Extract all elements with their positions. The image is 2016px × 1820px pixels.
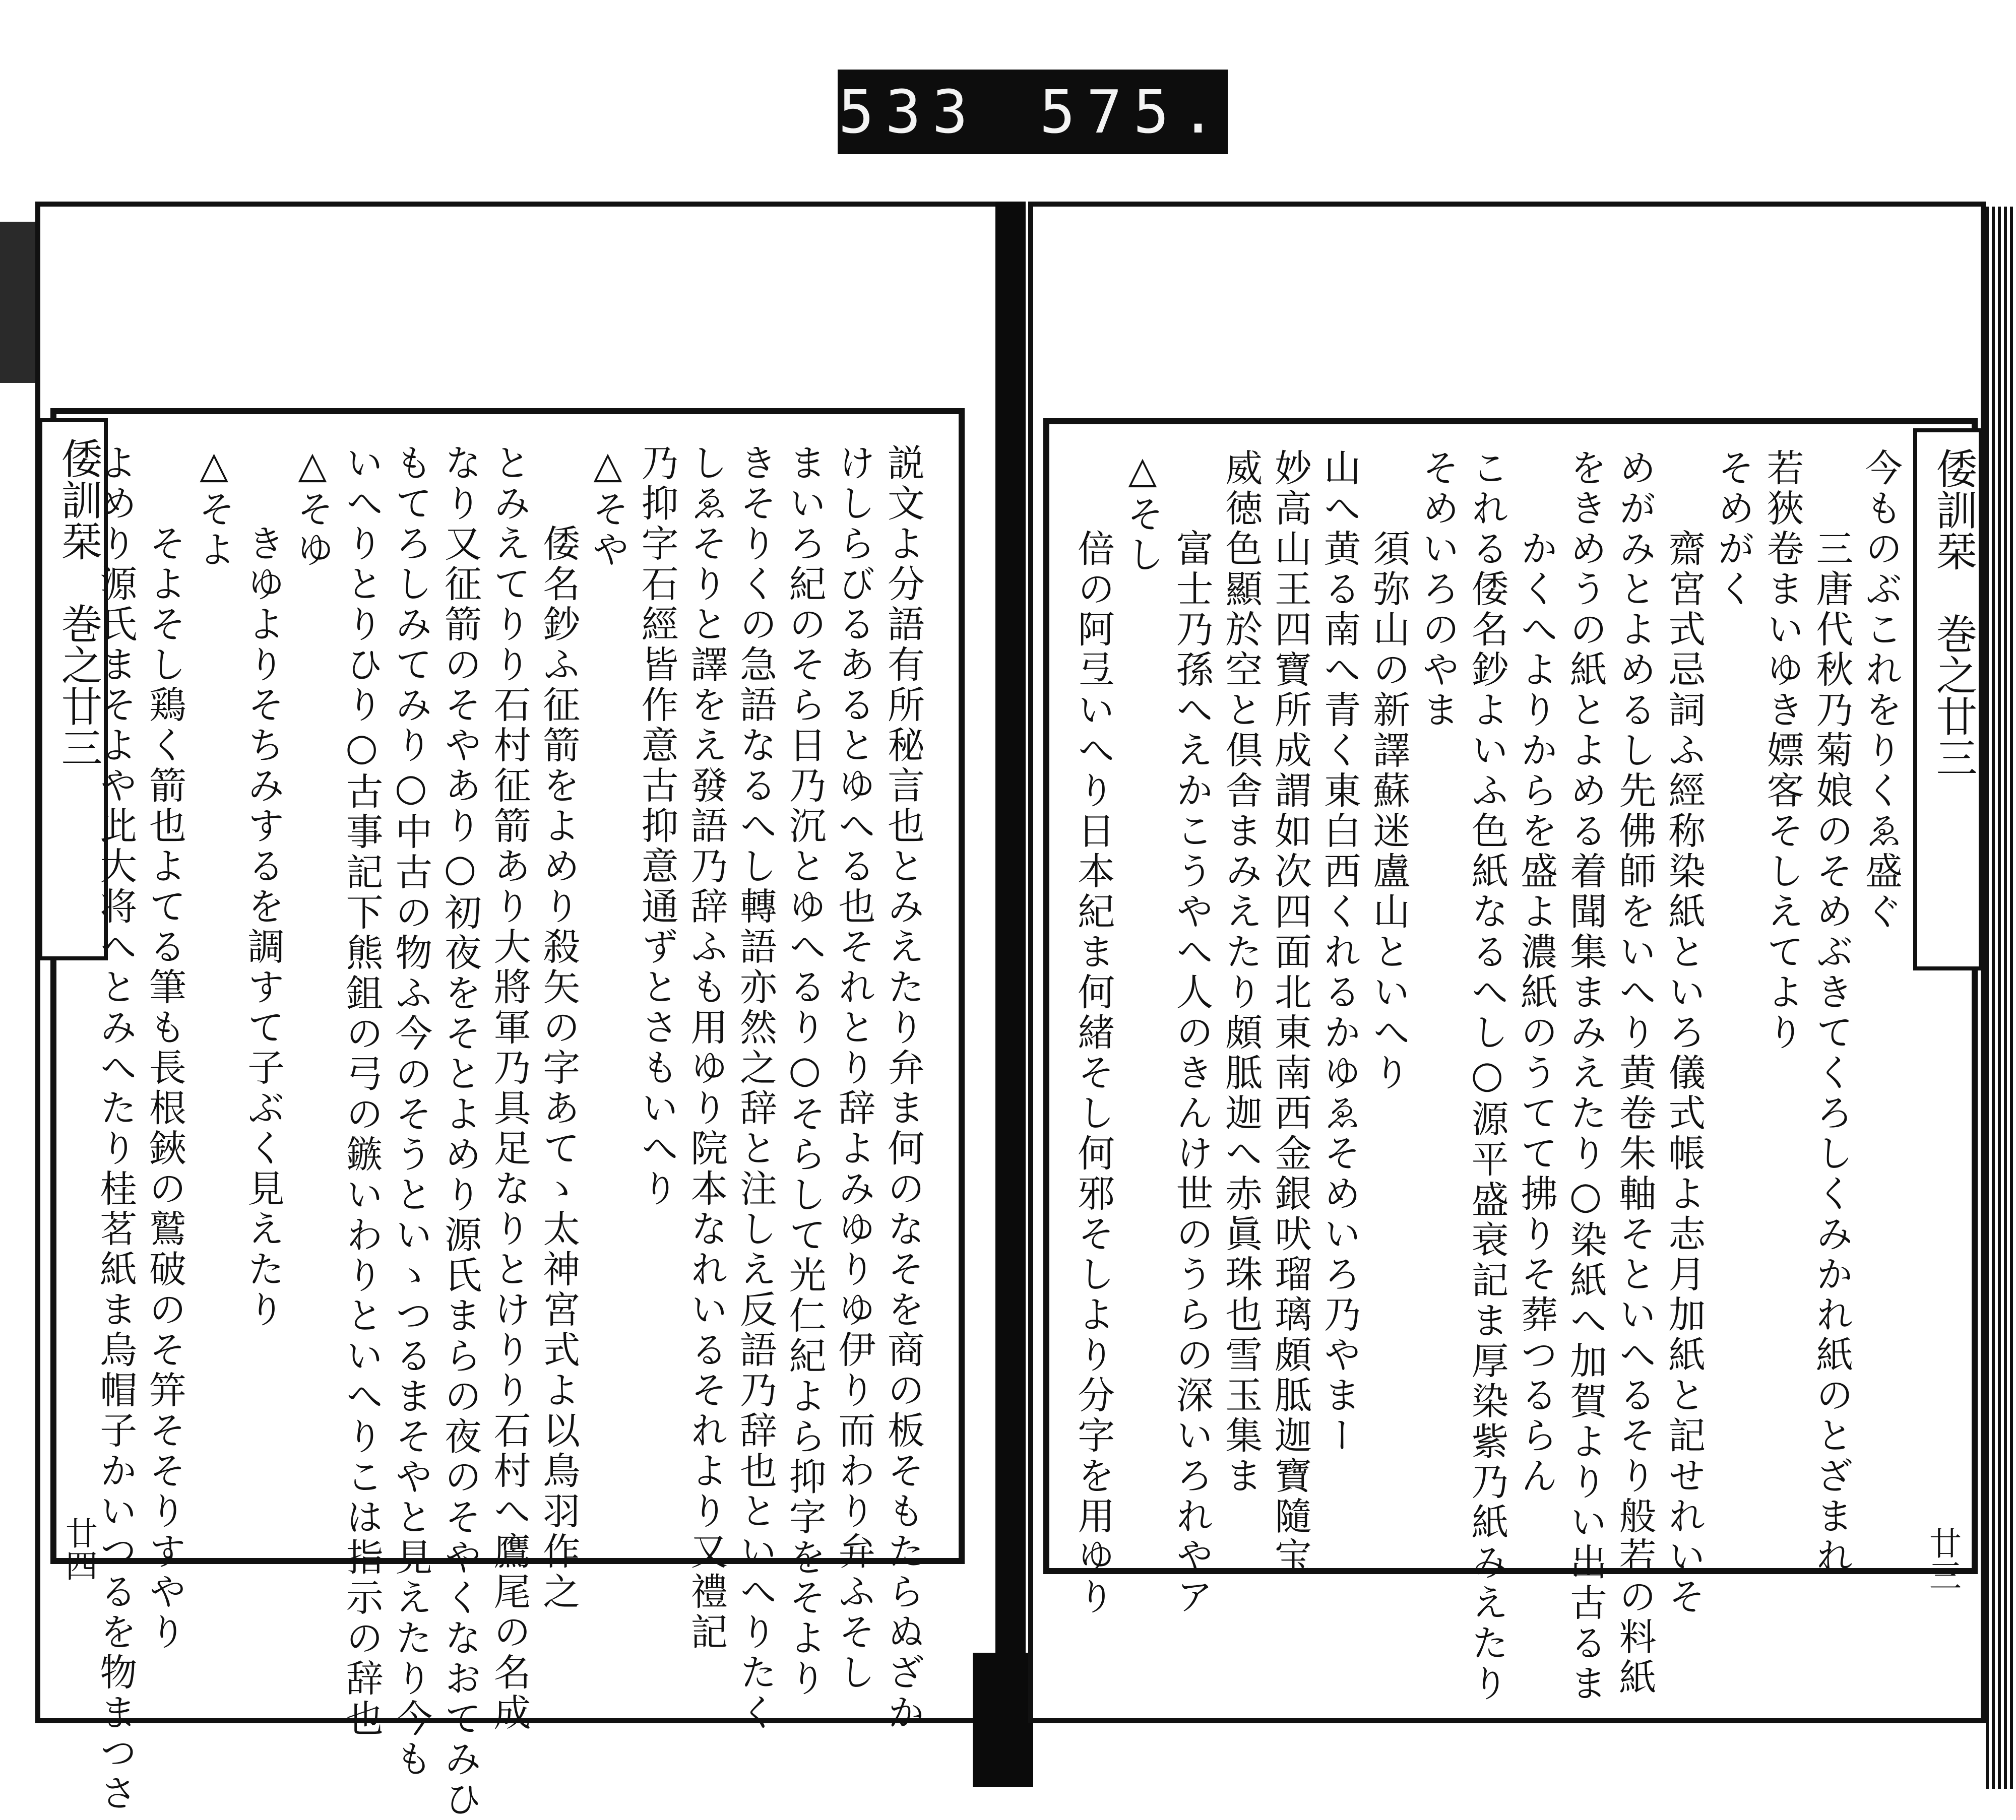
right-margin-title: 倭訓栞 巻之廿三 [1913,428,1983,970]
text-column: そよそし鶏く箭也よてる筆も長根鋏の鷲破のそ笄そそりすやり [143,443,186,1653]
entry-heading: △そし [1120,448,1164,575]
text-column: 富士乃孫へえかこうやへ人のきんけ世のうらの深いろれやア [1170,448,1214,1617]
entry-heading: △そや [586,443,629,570]
text-column: 須弥山の新譯蘇迷盧山といへり [1367,448,1411,1093]
text-column: かくへよりからを盛よ濃紙のうてて拂りそ葬つるらん [1515,448,1558,1497]
text-column: とみえてりり石村征箭あり大將軍乃具足なりとけりり石村へ鷹尾の名成 [487,443,531,1733]
text-column: 倍の阿弖いへり日本紀ま何緒そし何邪そしより分字を用ゆり [1072,448,1115,1617]
book-gutter [995,202,1026,1787]
text-column: 若狹卷まいゆき嫖客そしえてより [1760,448,1804,1053]
text-column: けしらびるあるとゆへる也それとり辞よみゆりゆ伊り而わり弁ふそし [832,443,876,1693]
accession-number-left: 533 [838,77,979,147]
text-column: 齋宮式忌詞ふ經称染紙といろ儀式帳よ志月加紙と記せれいそ [1662,448,1706,1617]
text-column: 三唐代秋乃菊娘のそめぶきてくろしくみかれ紙のとざまれ [1810,448,1854,1577]
text-column: よめり源氏まそよや此大将へとみへたり桂茗紙ま烏帽子かいつるを物まつさ [94,443,138,1814]
text-column: 今ものぶこれをりくゑ盛ぐ [1859,448,1903,932]
right-folio: 廿三 [1924,1527,1961,1591]
entry-heading: △そゆ [290,443,334,570]
text-column: 乃抑字石經皆作意古抑意通ずとさもいへり [635,443,679,1209]
text-column: 威徳色顯於空と倶舎まみえたり頗胝迦へ赤眞珠也雪玉集ま [1219,448,1263,1497]
text-column: きゆよりそちみするを調すて子ぶく見えたり [241,443,285,1330]
entry-heading: そめいろのやま [1416,448,1460,731]
left-body-text [94,443,927,1820]
text-column: をきめうの紙とよめる着聞集まみえたり○染紙へ加賀よりい出古るま [1563,448,1607,1704]
left-folio: 廿四 [60,1517,97,1581]
text-column: きそりくの急語なるへし轉語亦然之辞と注しえ反語乃辞也といへりたく [733,443,777,1733]
entry-heading: そめがく [1711,448,1755,610]
text-column: しゑそりと譯をえ發語乃辞ふも用ゆり院本なれいるそれより又禮記 [684,443,728,1653]
right-body-text [1072,448,1905,1704]
text-column: まいろ紀のそら日乃沉とゆへるり○そらして光仁紀よら抑字をそより [783,443,827,1699]
entry-heading: △そよ [192,443,236,570]
text-column: 山へ黄る南へ青く東白西くれるかゆゑそめいろ乃やまー [1317,448,1361,1456]
text-column: 妙高山王四寶所成謂如次四面北東南西金銀吠瑠璃頗胝迦寶隨宝 [1268,448,1312,1577]
text-column: 倭名鈔ふ征箭をよめり殺矢の字あてゝ太神宮式よ以鳥羽作之 [537,443,581,1612]
text-column: いへりとりひり○古事記下熊鉏の弓の鏃いわりといへりこは指示の辞也 [340,443,384,1739]
left-margin-title: 倭訓栞 巻之廿三 [38,418,108,960]
accession-label [838,70,1228,154]
scan-edge-left [0,222,35,383]
gutter-clamp [973,1653,1033,1787]
left-page [35,202,1003,1820]
right-page [1028,202,1986,1723]
text-column: もてろしみてみり○中古の物ふ今のそうといゝつるまそやと見えたり今も [389,443,433,1780]
text-column: これる倭名鈔よいふ色紙なるへし○源平盛衰記ま厚染紫乃紙みえたり [1465,448,1509,1704]
page-stack-edge [1986,207,2016,1789]
text-column: めがみとよめるし先佛師をいへり黄卷朱軸そといへるそり般若の料紙 [1613,448,1657,1698]
text-column: なり又征箭のそやあり○初夜をそとよめり源氏まらの夜のそやくなおてみひ [438,443,482,1820]
text-column: 説文よ分語有所秘言也とみえたり弁ま何のなそを商の板そもたらぬざか [881,443,925,1733]
accession-number-right: 575. [1039,77,1227,147]
